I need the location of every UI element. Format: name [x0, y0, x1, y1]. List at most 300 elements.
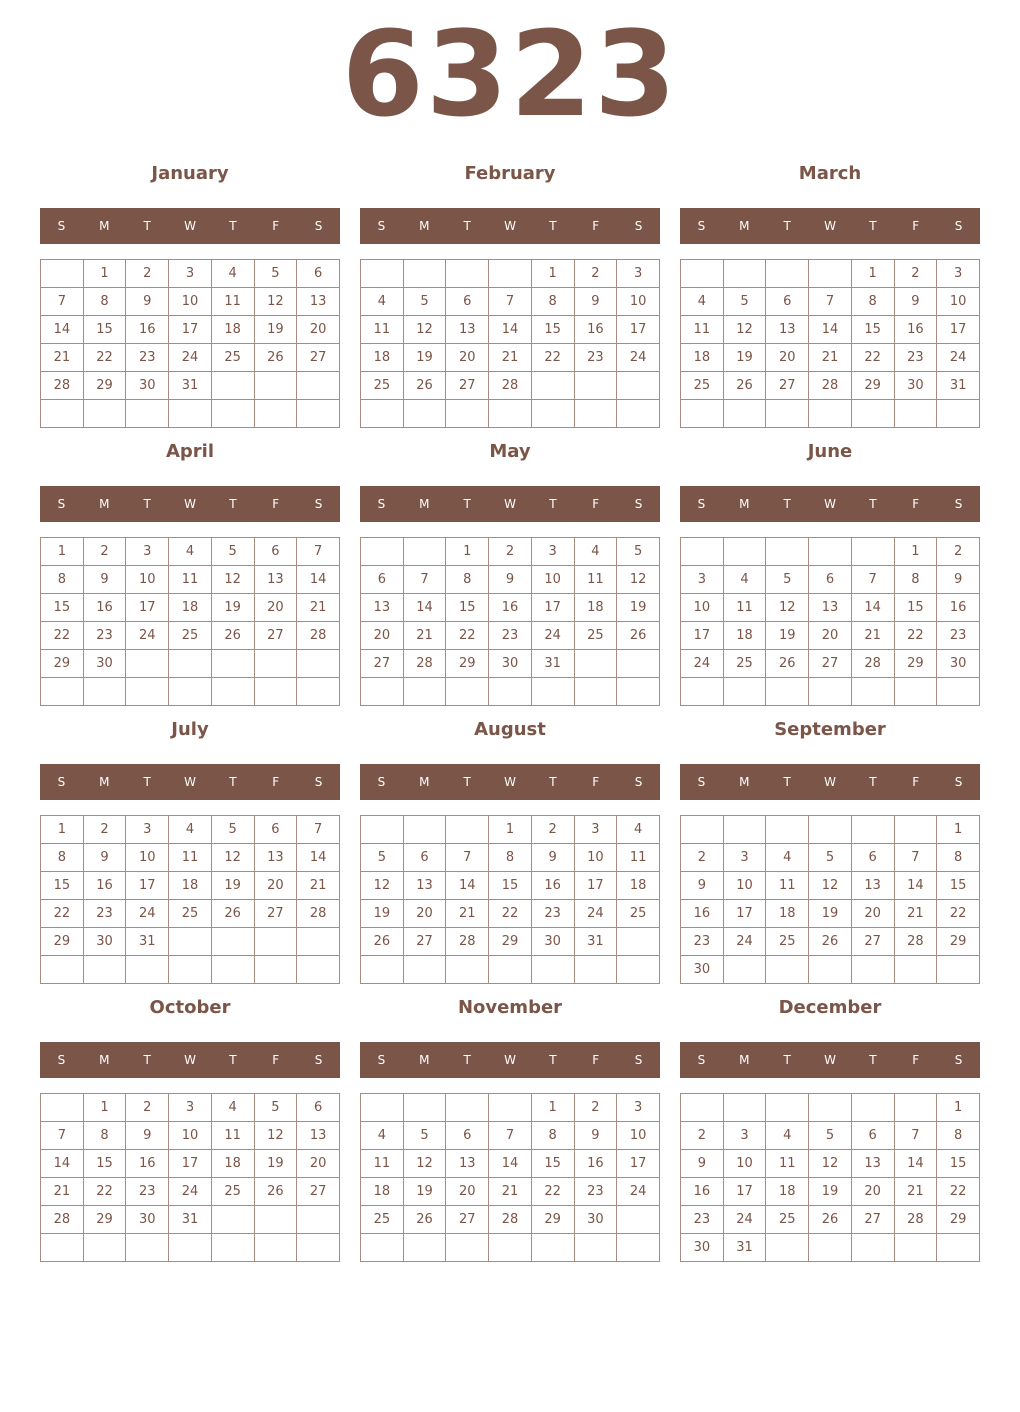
- weekday-label: T: [229, 775, 237, 789]
- week-row: [681, 400, 980, 428]
- day-cell: 13: [254, 844, 297, 872]
- day-cell: 27: [809, 650, 852, 678]
- weekday-label: M: [99, 219, 110, 233]
- day-cell: 19: [809, 1178, 852, 1206]
- day-cell: 18: [169, 872, 212, 900]
- week-row: [681, 844, 980, 872]
- day-cell: 13: [403, 872, 446, 900]
- day-cell: 4: [211, 1094, 254, 1122]
- day-cell: 11: [681, 316, 724, 344]
- weekday-label: T: [783, 219, 791, 233]
- day-cell: 25: [211, 1178, 254, 1206]
- day-cell: [574, 400, 617, 428]
- day-cell: 28: [41, 1206, 84, 1234]
- day-cell: 5: [403, 288, 446, 316]
- day-cell: 16: [574, 316, 617, 344]
- day-cell: 14: [851, 594, 894, 622]
- weekday-label: F: [912, 219, 920, 233]
- weekday-label: M: [99, 1053, 110, 1067]
- day-cell: 12: [254, 1122, 297, 1150]
- day-cell: [254, 956, 297, 984]
- day-cell: 5: [211, 816, 254, 844]
- day-cell: 20: [851, 900, 894, 928]
- weekday-label: S: [57, 775, 66, 789]
- day-cell: [83, 1234, 126, 1262]
- day-cell: 22: [851, 344, 894, 372]
- day-grid: [40, 537, 340, 706]
- day-cell: 31: [723, 1234, 766, 1262]
- day-cell: 20: [254, 872, 297, 900]
- day-cell: 29: [937, 928, 980, 956]
- day-cell: 16: [894, 316, 937, 344]
- weekday-label: S: [954, 775, 963, 789]
- day-cell: 19: [766, 622, 809, 650]
- day-cell: 5: [211, 538, 254, 566]
- weekday-label: W: [824, 775, 836, 789]
- day-cell: 2: [681, 844, 724, 872]
- day-cell: 9: [574, 1122, 617, 1150]
- day-cell: 13: [297, 1122, 340, 1150]
- weekday-label: M: [739, 1053, 750, 1067]
- day-cell: [851, 678, 894, 706]
- day-cell: [723, 260, 766, 288]
- day-cell: 30: [83, 650, 126, 678]
- day-cell: 20: [851, 1178, 894, 1206]
- day-cell: 21: [489, 1178, 532, 1206]
- day-cell: [937, 956, 980, 984]
- day-cell: 5: [361, 844, 404, 872]
- day-cell: 30: [574, 1206, 617, 1234]
- day-cell: 21: [894, 900, 937, 928]
- day-cell: 2: [489, 538, 532, 566]
- weekday-label: S: [377, 1053, 386, 1067]
- weekday-label: W: [184, 1053, 196, 1067]
- day-cell: 28: [489, 372, 532, 400]
- weekday-label: W: [824, 219, 836, 233]
- day-cell: 15: [531, 1150, 574, 1178]
- day-cell: [531, 372, 574, 400]
- weekday-header: [360, 486, 660, 522]
- day-cell: 22: [531, 344, 574, 372]
- day-cell: [297, 678, 340, 706]
- day-cell: 2: [126, 1094, 169, 1122]
- week-row: [41, 344, 340, 372]
- day-cell: [41, 956, 84, 984]
- week-row: [361, 260, 660, 288]
- day-cell: [489, 956, 532, 984]
- day-cell: [361, 678, 404, 706]
- day-cell: [446, 400, 489, 428]
- day-cell: 20: [297, 316, 340, 344]
- day-cell: 19: [211, 872, 254, 900]
- day-cell: 2: [894, 260, 937, 288]
- day-cell: [809, 678, 852, 706]
- day-cell: 15: [41, 594, 84, 622]
- day-cell: 5: [809, 844, 852, 872]
- day-cell: 28: [41, 372, 84, 400]
- day-cell: 20: [403, 900, 446, 928]
- day-cell: [489, 678, 532, 706]
- day-cell: 3: [574, 816, 617, 844]
- week-row: [681, 1094, 980, 1122]
- weekday-label: F: [272, 497, 280, 511]
- week-row: [681, 678, 980, 706]
- day-cell: [723, 816, 766, 844]
- week-row: [361, 1094, 660, 1122]
- day-cell: [254, 928, 297, 956]
- day-cell: 1: [489, 816, 532, 844]
- day-cell: [894, 1234, 937, 1262]
- day-cell: [126, 650, 169, 678]
- day-cell: 25: [361, 1206, 404, 1234]
- day-cell: 28: [894, 928, 937, 956]
- week-row: [681, 594, 980, 622]
- day-cell: 11: [169, 844, 212, 872]
- day-cell: [894, 1094, 937, 1122]
- weekday-label: W: [504, 1053, 516, 1067]
- week-row: [681, 316, 980, 344]
- day-cell: [851, 538, 894, 566]
- day-cell: [851, 816, 894, 844]
- day-cell: 8: [489, 844, 532, 872]
- day-cell: 29: [41, 928, 84, 956]
- day-cell: 16: [937, 594, 980, 622]
- day-cell: 9: [894, 288, 937, 316]
- day-cell: 1: [894, 538, 937, 566]
- day-cell: 24: [126, 900, 169, 928]
- day-cell: 27: [446, 1206, 489, 1234]
- day-cell: 19: [403, 344, 446, 372]
- day-cell: 20: [446, 344, 489, 372]
- weekday-label: M: [99, 775, 110, 789]
- day-cell: [681, 538, 724, 566]
- day-cell: 23: [574, 344, 617, 372]
- day-cell: [766, 538, 809, 566]
- month-name: October: [149, 997, 231, 1018]
- day-cell: 1: [937, 816, 980, 844]
- day-cell: 16: [83, 872, 126, 900]
- day-cell: 18: [766, 1178, 809, 1206]
- day-cell: 6: [446, 1122, 489, 1150]
- week-row: [41, 1122, 340, 1150]
- week-row: [681, 1206, 980, 1234]
- day-cell: 13: [297, 288, 340, 316]
- day-cell: 21: [41, 344, 84, 372]
- week-row: [681, 288, 980, 316]
- day-cell: 14: [297, 844, 340, 872]
- week-row: [41, 622, 340, 650]
- weekday-label: M: [739, 219, 750, 233]
- weekday-label: M: [419, 497, 430, 511]
- day-cell: [681, 816, 724, 844]
- day-cell: [297, 650, 340, 678]
- day-cell: 23: [894, 344, 937, 372]
- day-cell: 2: [126, 260, 169, 288]
- day-cell: [617, 1234, 660, 1262]
- weekday-label: S: [634, 1053, 643, 1067]
- day-cell: 26: [211, 900, 254, 928]
- day-cell: 7: [809, 288, 852, 316]
- day-cell: 31: [574, 928, 617, 956]
- week-row: [361, 594, 660, 622]
- day-cell: [809, 260, 852, 288]
- week-row: [41, 816, 340, 844]
- day-cell: 15: [83, 316, 126, 344]
- day-cell: 12: [617, 566, 660, 594]
- day-cell: 20: [446, 1178, 489, 1206]
- day-cell: [809, 400, 852, 428]
- day-cell: 22: [937, 900, 980, 928]
- weekday-label: S: [314, 219, 323, 233]
- day-cell: 2: [574, 1094, 617, 1122]
- day-cell: 11: [617, 844, 660, 872]
- weekday-label: T: [143, 775, 151, 789]
- weekday-label: F: [592, 497, 600, 511]
- week-row: [361, 400, 660, 428]
- day-cell: 17: [723, 900, 766, 928]
- day-cell: 18: [574, 594, 617, 622]
- day-cell: 9: [489, 566, 532, 594]
- month-name: February: [464, 163, 556, 184]
- day-cell: [617, 956, 660, 984]
- day-cell: 4: [574, 538, 617, 566]
- day-cell: 15: [937, 872, 980, 900]
- day-cell: 8: [937, 1122, 980, 1150]
- weekday-label: M: [419, 775, 430, 789]
- day-cell: 27: [254, 622, 297, 650]
- day-cell: [211, 1234, 254, 1262]
- week-row: [681, 1234, 980, 1262]
- day-cell: 23: [681, 928, 724, 956]
- day-cell: 7: [894, 844, 937, 872]
- weekday-label: M: [739, 775, 750, 789]
- day-cell: 2: [83, 538, 126, 566]
- day-cell: 4: [169, 816, 212, 844]
- day-cell: 9: [531, 844, 574, 872]
- day-cell: 17: [169, 316, 212, 344]
- day-cell: 10: [681, 594, 724, 622]
- day-cell: 22: [894, 622, 937, 650]
- day-cell: [617, 400, 660, 428]
- month-name: August: [474, 719, 546, 740]
- day-cell: 27: [254, 900, 297, 928]
- day-cell: 7: [851, 566, 894, 594]
- day-cell: [894, 400, 937, 428]
- week-row: [361, 900, 660, 928]
- day-cell: 8: [446, 566, 489, 594]
- day-cell: 27: [851, 928, 894, 956]
- week-row: [41, 372, 340, 400]
- day-cell: 21: [403, 622, 446, 650]
- day-cell: [41, 400, 84, 428]
- day-cell: [446, 956, 489, 984]
- day-cell: 22: [489, 900, 532, 928]
- day-cell: 12: [809, 872, 852, 900]
- day-cell: 15: [83, 1150, 126, 1178]
- day-cell: 23: [126, 344, 169, 372]
- weekday-label: S: [954, 1053, 963, 1067]
- week-row: [361, 1234, 660, 1262]
- day-cell: 27: [361, 650, 404, 678]
- day-cell: 30: [681, 956, 724, 984]
- day-cell: 15: [851, 316, 894, 344]
- day-cell: [809, 1234, 852, 1262]
- day-cell: [617, 678, 660, 706]
- week-row: [681, 900, 980, 928]
- week-row: [41, 1094, 340, 1122]
- day-cell: [809, 956, 852, 984]
- day-cell: 1: [446, 538, 489, 566]
- weekday-label: T: [143, 497, 151, 511]
- day-cell: 6: [851, 1122, 894, 1150]
- month-name: May: [489, 441, 531, 462]
- weekday-label: S: [57, 219, 66, 233]
- day-cell: 1: [531, 1094, 574, 1122]
- day-cell: [937, 400, 980, 428]
- week-row: [41, 400, 340, 428]
- week-row: [681, 622, 980, 650]
- day-cell: [574, 678, 617, 706]
- day-grid: [680, 259, 980, 428]
- day-cell: 12: [403, 316, 446, 344]
- day-cell: 30: [531, 928, 574, 956]
- day-cell: 19: [723, 344, 766, 372]
- day-cell: 22: [446, 622, 489, 650]
- weekday-label: S: [954, 219, 963, 233]
- weekday-label: M: [419, 219, 430, 233]
- day-cell: [297, 372, 340, 400]
- day-cell: 26: [403, 372, 446, 400]
- day-cell: 15: [937, 1150, 980, 1178]
- day-cell: [41, 1094, 84, 1122]
- week-row: [681, 816, 980, 844]
- day-cell: 7: [894, 1122, 937, 1150]
- weekday-header: [680, 486, 980, 522]
- weekday-label: T: [143, 1053, 151, 1067]
- day-cell: 3: [681, 566, 724, 594]
- week-row: [361, 1178, 660, 1206]
- day-cell: 29: [446, 650, 489, 678]
- week-row: [41, 650, 340, 678]
- weekday-label: W: [824, 497, 836, 511]
- month-name: March: [798, 163, 862, 184]
- day-cell: 11: [361, 1150, 404, 1178]
- day-cell: 17: [126, 872, 169, 900]
- weekday-label: T: [463, 1053, 471, 1067]
- day-cell: 15: [531, 316, 574, 344]
- weekday-label: F: [272, 775, 280, 789]
- day-grid: [680, 815, 980, 984]
- day-cell: 22: [937, 1178, 980, 1206]
- day-cell: [297, 400, 340, 428]
- day-cell: [254, 650, 297, 678]
- week-row: [41, 1178, 340, 1206]
- day-cell: 26: [809, 928, 852, 956]
- day-cell: 10: [937, 288, 980, 316]
- day-cell: [361, 1094, 404, 1122]
- day-cell: [681, 400, 724, 428]
- week-row: [41, 844, 340, 872]
- day-cell: 1: [41, 816, 84, 844]
- day-grid: [40, 815, 340, 984]
- day-cell: 6: [809, 566, 852, 594]
- day-cell: 21: [297, 594, 340, 622]
- day-cell: 16: [83, 594, 126, 622]
- weekday-label: M: [99, 497, 110, 511]
- day-cell: [361, 956, 404, 984]
- day-cell: 14: [489, 1150, 532, 1178]
- day-cell: [297, 928, 340, 956]
- day-cell: [211, 372, 254, 400]
- day-cell: 8: [83, 288, 126, 316]
- day-cell: 20: [297, 1150, 340, 1178]
- day-cell: [254, 678, 297, 706]
- day-cell: 8: [851, 288, 894, 316]
- day-cell: 19: [254, 316, 297, 344]
- week-row: [681, 1178, 980, 1206]
- day-cell: 25: [169, 900, 212, 928]
- day-cell: 20: [766, 344, 809, 372]
- day-cell: [937, 1234, 980, 1262]
- day-cell: 10: [531, 566, 574, 594]
- day-cell: 9: [126, 288, 169, 316]
- weekday-label: T: [783, 1053, 791, 1067]
- day-cell: [297, 1234, 340, 1262]
- day-cell: 24: [937, 344, 980, 372]
- day-cell: [254, 1206, 297, 1234]
- weekday-label: S: [314, 775, 323, 789]
- day-cell: 12: [766, 594, 809, 622]
- weekday-label: T: [869, 775, 877, 789]
- weekday-label: S: [634, 219, 643, 233]
- day-cell: 6: [851, 844, 894, 872]
- month-name: September: [774, 719, 886, 740]
- day-cell: [766, 260, 809, 288]
- day-cell: 8: [83, 1122, 126, 1150]
- day-cell: [126, 1234, 169, 1262]
- day-cell: 7: [489, 288, 532, 316]
- day-cell: 15: [489, 872, 532, 900]
- day-cell: 29: [41, 650, 84, 678]
- day-cell: 28: [809, 372, 852, 400]
- day-cell: 6: [254, 816, 297, 844]
- day-cell: 18: [361, 1178, 404, 1206]
- day-cell: 28: [851, 650, 894, 678]
- day-cell: 29: [83, 372, 126, 400]
- weekday-label: W: [824, 1053, 836, 1067]
- day-cell: 9: [83, 566, 126, 594]
- day-cell: 31: [126, 928, 169, 956]
- day-cell: 4: [681, 288, 724, 316]
- day-cell: 7: [489, 1122, 532, 1150]
- day-cell: [403, 816, 446, 844]
- day-cell: [83, 678, 126, 706]
- weekday-label: T: [549, 775, 557, 789]
- weekday-label: T: [869, 219, 877, 233]
- day-cell: 20: [254, 594, 297, 622]
- weekday-label: T: [549, 219, 557, 233]
- week-row: [361, 928, 660, 956]
- day-cell: 7: [297, 538, 340, 566]
- day-cell: 10: [169, 288, 212, 316]
- weekday-header: [680, 208, 980, 244]
- day-cell: 13: [851, 872, 894, 900]
- day-cell: [403, 956, 446, 984]
- day-cell: 16: [489, 594, 532, 622]
- week-row: [41, 928, 340, 956]
- day-cell: [809, 816, 852, 844]
- day-cell: 12: [254, 288, 297, 316]
